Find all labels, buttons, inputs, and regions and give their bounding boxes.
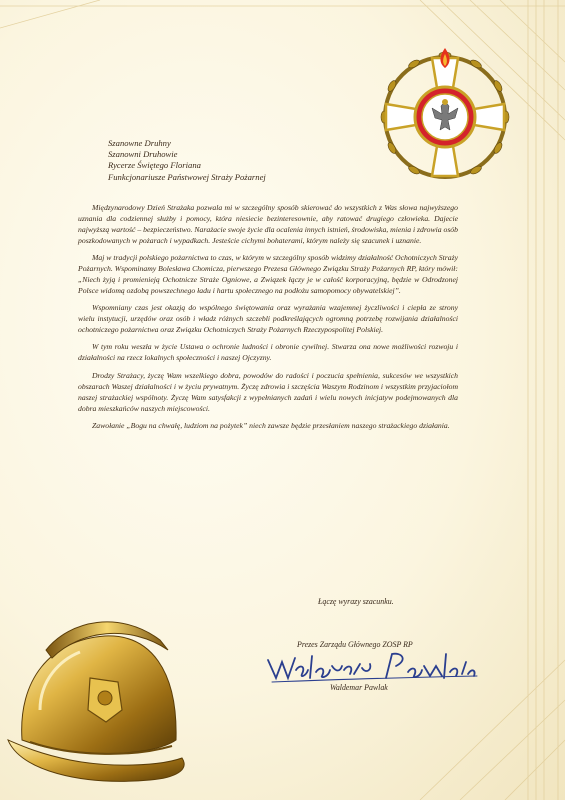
salutation-line: Rycerze Świętego Floriana: [108, 160, 201, 171]
signer-name: Waldemar Pawlak: [330, 683, 388, 692]
paragraph: Drodzy Strażacy, życzę Wam wszelkiego dobra, powodów do radości i poczucia spełnienia, sukcesów we wszystkich obszarach Waszej działalności i w życiu prywatnym. Życzę zdrowia i szczęścia Waszym Rodzinom i wszystkim przyjaciołom naszej strażackiej wspólnoty. Życzę Wam satysfakcji z wypełnianych zadań i wielu nowych inicjatyw podejmowanych dla dobra mieszkańców naszych miejscowości.: [78, 370, 458, 413]
paragraph: Zawołanie „Bogu na chwałę, ludziom na pożytek” niech zawsze będzie przesłaniem naszego strażackiego działania.: [92, 420, 450, 430]
paragraph: Maj w tradycji polskiego pożarnictwa to czas, w którym w szczególny sposób widzimy działalność Ochotniczych Straży Pożarnych. Wspominamy Bolesława Chomicza, pierwszego Prezesa Głównego Związku Straży Pożarnych RP, który mówił: „Niech żyją i promienieją Ochotnicze Straże Ogniowe, a Związek łączy je w całość korporacyjną, będzie w Odrodzonej Polsce widomą ozdobą powszechnego ładu i hartu społecznego na podłożu samopomocy obywatelskiej”.: [78, 253, 458, 295]
signer-title: Prezes Zarządu Głównego ZOSP RP: [297, 640, 413, 649]
salutation-line: Funkcjonariusze Państwowej Straży Pożarnej: [108, 171, 266, 182]
closing-line: Łączę wyrazy szacunku.: [318, 597, 394, 606]
zosp-emblem-icon: [372, 44, 518, 190]
letter-body: [78, 203, 458, 438]
fire-helmet-image: [0, 590, 200, 790]
paragraph: Wspomniany czas jest okazją do wspólnego świętowania oraz wyrażania wzajemnej życzliwości i ciepła ze strony wielu instytucji, urzędów oraz osób i władz różnych szczebli podkreślających ogromną potrzebę rozwijania działalności ochotniczego pożarnictwa oraz Związku Ochotniczych Straży Pożarnych Rzeczypospolitej Polskiej.: [78, 303, 458, 335]
salutation-line: Szanowni Druhowie: [108, 149, 178, 160]
salutation-block: [108, 138, 266, 183]
paragraph: W tym roku weszła w życie Ustawa o ochronie ludności i obronie cywilnej. Stwarza ona nowe możliwości rozwoju i działalności na rzecz lokalnych społeczności i naszej Ojczyzny.: [78, 342, 458, 363]
paragraph: Międzynarodowy Dzień Strażaka pozwala mi w szczególny sposób skierować do wszystkich z Was słowa najwyższego uznania dla codziennej służby i pomocy, która niesiecie bezinteresownie, aby ratować drugiego człowieka. Dajecie najwyższą wartość – bezpieczeństwo. Narażacie swoje życie dla ocalenia innych istnień, środowiska, mienia i zdrowia osób poszkodowanych w pożarach i wypadkach. Jesteście cichymi bohaterami, którym należy się szacunek i uznanie.: [78, 203, 458, 245]
signature-image: [262, 648, 482, 688]
salutation-line: Szanowne Druhny: [108, 138, 171, 148]
